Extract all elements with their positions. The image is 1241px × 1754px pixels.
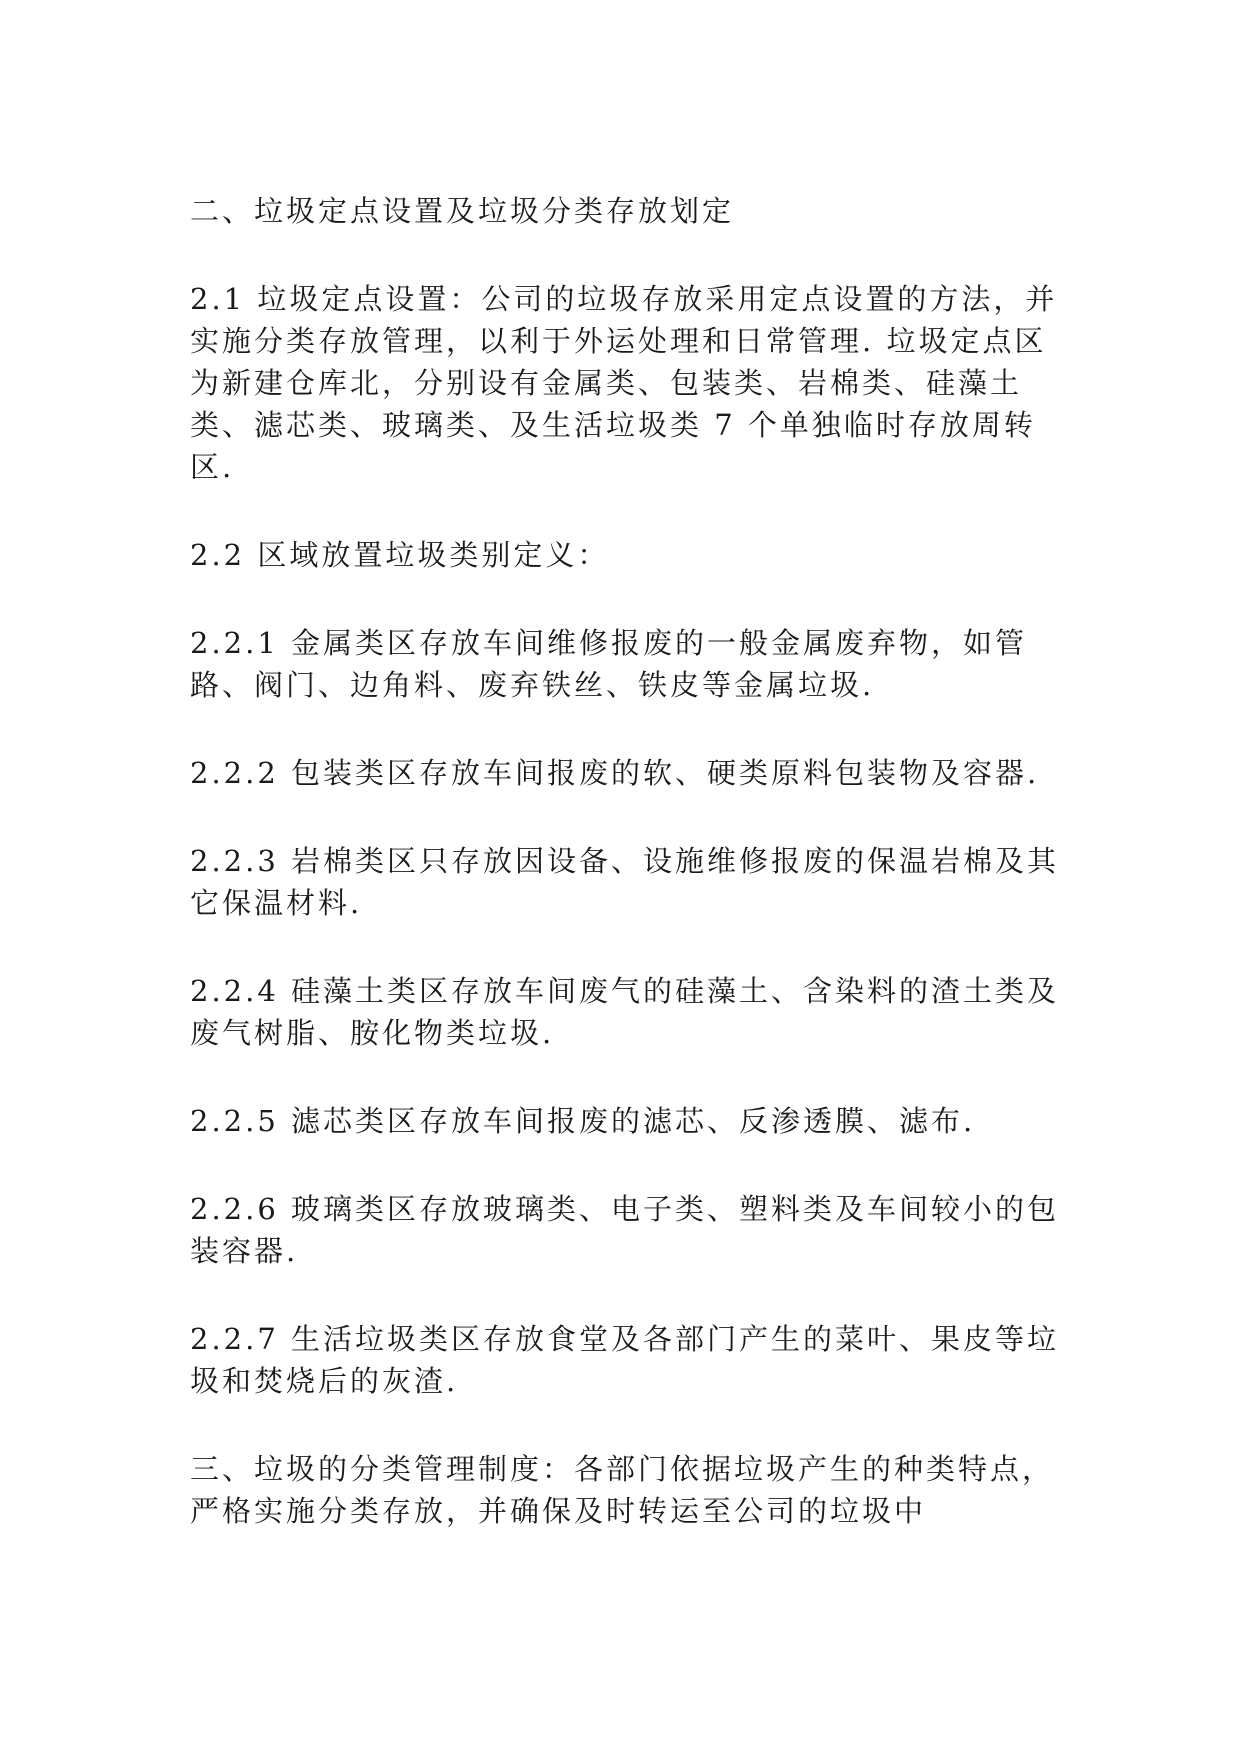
paragraph-2-2-1: 2.2.1 金属类区存放车间维修报废的一般金属废弃物，如管路、阀门、边角料、废弃铁丝、铁皮等金属垃圾. [190,626,1028,702]
document-body [190,190,1070,1578]
paragraph-2-2: 2.2 区域放置垃圾类别定义： [190,538,610,572]
paragraph-2-2-2: 2.2.2 包装类区存放车间报废的软、硬类原料包装物及容器. [190,756,1040,790]
paragraph-2-2-4: 2.2.4 硅藻土类区存放车间废气的硅藻土、含染料的渣土类及废气树脂、胺化物类垃圾. [190,974,1060,1050]
paragraph-2-1: 2.1 垃圾定点设置：公司的垃圾存放采用定点设置的方法，并实施分类存放管理，以利于外运处理和日常管理. 垃圾定点区为新建仓库北，分别设有金属类、包装类、岩棉类、硅藻土类、滤芯类、玻璃类、及生活垃圾类 7 个单独临时存放周转区. [190,282,1058,484]
paragraph-2-2-6: 2.2.6 玻璃类区存放玻璃类、电子类、塑料类及车间较小的包装容器. [190,1192,1060,1268]
section-2-heading: 二、垃圾定点设置及垃圾分类存放划定 [190,194,735,228]
paragraph-2-2-7: 2.2.7 生活垃圾类区存放食堂及各部门产生的菜叶、果皮等垃圾和焚烧后的灰渣. [190,1322,1060,1398]
paragraph-2-2-3: 2.2.3 岩棉类区只存放因设备、设施维修报废的保温岩棉及其它保温材料. [190,844,1060,920]
paragraph-3: 三、垃圾的分类管理制度：各部门依据垃圾产生的种类特点，严格实施分类存放，并确保及时转运至公司的垃圾中 [190,1452,1055,1528]
paragraph-2-2-5: 2.2.5 滤芯类区存放车间报废的滤芯、反渗透膜、滤布. [190,1104,976,1138]
